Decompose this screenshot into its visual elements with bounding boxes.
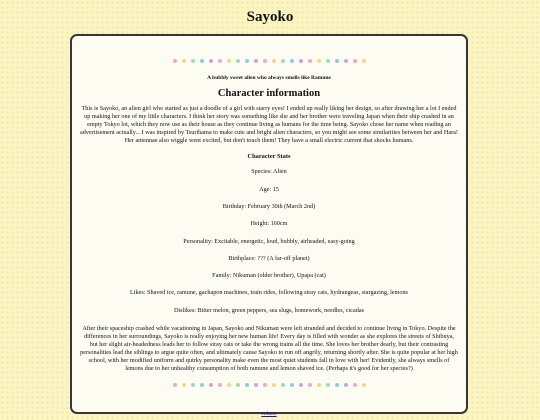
dot-divider-bottom [80,382,458,388]
divider-dot [218,383,222,387]
divider-dot [227,59,231,63]
divider-dot [272,59,276,63]
divider-dot [290,383,294,387]
stat-dislikes: Dislikes: Bitter melon, green peppers, sea slugs, homework, needles, cicadas [173,306,365,314]
divider-dot [362,383,366,387]
divider-dot [263,383,267,387]
tagline: A bubbly sweet alien who always smells like Ramune [207,75,331,81]
stat-personality: Personality: Excitable, energetic, loud, bubbly, airheaded, easy-going [183,237,355,245]
divider-dot [209,383,213,387]
divider-dot [308,59,312,63]
divider-dot [173,59,177,63]
divider-dot [299,383,303,387]
intro-paragraph: This is Sayoko, an alien girl who started as just a doodle of a girl with starry eyes! I ended up really liking her design, so after drawing her a lot I ended up making her one of my little characters. I think her story was something like she and her brother were traveling Japan when their ship crashed in an empty Tokyo lot, which they now use as their house as they continue living as humans for the time being. Sayoko chose her name when reading an advertisement actually... I was inspired by Tsurihama to make cute and bright alien characters, so you might see some similarities between her and Hara! Her antennae also wiggle went excited, but don't touch them! They have a small electric current that shocks humans. [80,105,458,145]
divider-dot [290,59,294,63]
stats-title: Character Stats [247,153,291,161]
divider-dot [281,59,285,63]
stat-likes: Likes: Shaved ice, ramune, gachapon machines, train rides, following stray cats, hydrangeas, stargazing, lemons [130,289,408,297]
divider-dot [272,383,276,387]
divider-dot [335,383,339,387]
divider-dot [362,59,366,63]
divider-dot [173,383,177,387]
story-paragraph: After their spaceship crashed while vacationing in Japan, Sayoko and Nikuman were left stranded and decided to continue living in Tokyo. Despite the differences in her surroundings, Sayoko is really enjoying her new human life! Every day is filled with wonder as she explores the streets of Shibuya, but her slight air-headedness leads her to follow stray cats or take the wrong trains all the time. She loves her brother dearly, but their contrasting personalities lead the siblings to argue quite often, and ultimately cause Sayoko to run off angrily, returning shortly after. She is quite popular at her high school, with her modified uniform and quirky personality make even the most quiet students fall in love with her! Evidently, she always smells of lemons due to her unhealthy consumption of both ramune and lemon shaved ice. (Perhaps it's good for her species?) [80,324,458,373]
divider-dot [353,383,357,387]
divider-dot [281,383,285,387]
divider-dot [353,59,357,63]
divider-dot [227,383,231,387]
divider-dot [344,59,348,63]
stat-species: Species: Alien [251,168,287,176]
divider-dot [182,383,186,387]
stat-age: Age: 15 [259,185,279,193]
divider-dot [254,383,258,387]
divider-dot [245,383,249,387]
divider-dot [263,59,267,63]
site-title: Sayoko [246,9,294,25]
divider-dot [335,59,339,63]
divider-dot [245,59,249,63]
stat-birthplace: Birthplace: ??? (A far-off planet) [228,254,310,262]
divider-dot [344,383,348,387]
divider-dot [326,383,330,387]
divider-dot [317,383,321,387]
divider-dot [326,59,330,63]
divider-dot [209,59,213,63]
divider-dot [191,59,195,63]
divider-dot [182,59,186,63]
divider-dot [236,383,240,387]
stat-family: Family: Nikuman (older brother), Upapa (cat) [212,272,326,280]
divider-dot [200,59,204,63]
stats-list [80,169,458,314]
divider-dot [299,59,303,63]
divider-dot [200,383,204,387]
stat-height: Height: 160cm [250,220,288,228]
divider-dot [218,59,222,63]
section-heading: Character information [217,88,321,99]
divider-dot [191,383,195,387]
stat-birthday: Birthday: February 30th (March 2nd) [222,202,316,210]
divider-dot [317,59,321,63]
return-link[interactable]: return [261,410,277,418]
divider-dot [254,59,258,63]
character-card [70,34,468,418]
divider-dot [308,383,312,387]
dot-divider-top [80,58,458,64]
divider-dot [236,59,240,63]
